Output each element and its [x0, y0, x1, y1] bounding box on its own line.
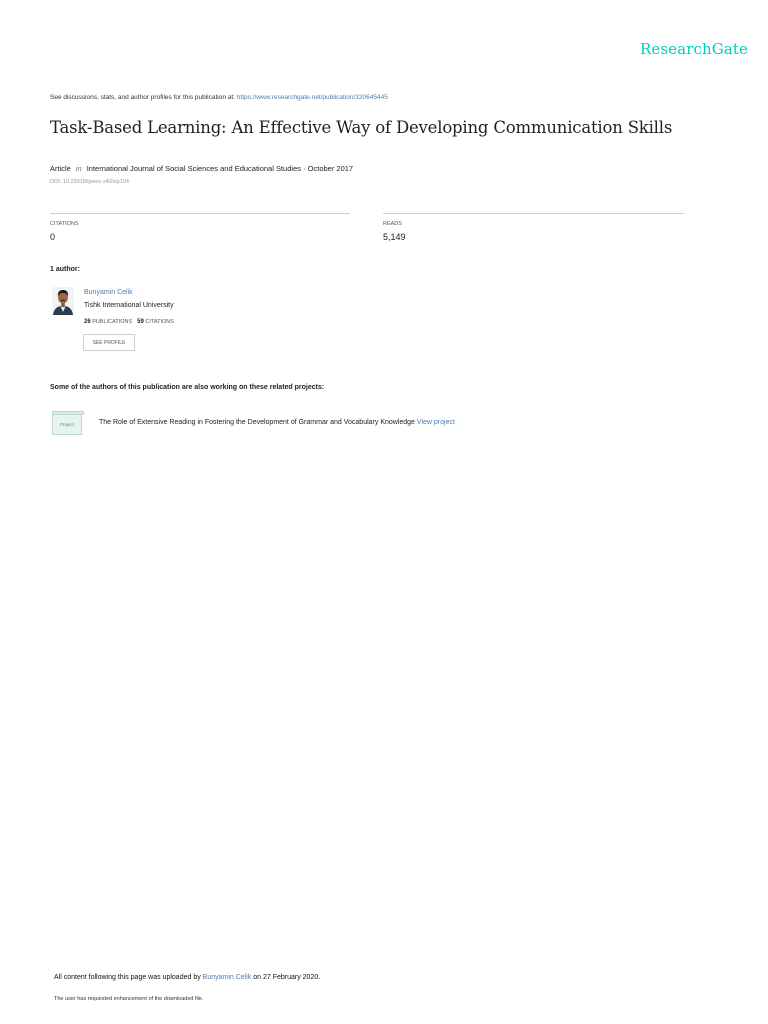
author-photo-icon: [52, 287, 74, 315]
project-folder-icon[interactable]: [52, 411, 82, 435]
upload-suffix: on 27 February 2020.: [251, 974, 321, 981]
publication-url-link[interactable]: https://www.researchgate.net/publication/320645445: [236, 94, 388, 101]
doi: DOI: 10.23918/ijsses.v4i2sip104: [50, 179, 129, 185]
author-citations-count: 59: [137, 319, 144, 325]
view-project-link[interactable]: View project: [416, 419, 455, 426]
related-projects-heading: Some of the authors of this publication are also working on these related projects:: [50, 384, 325, 391]
reads-value: 5,149: [383, 232, 406, 242]
author-citations-label: CITATIONS: [145, 319, 174, 325]
discussion-prefix: See discussions, stats, and author profiles for this publication at:: [50, 94, 237, 101]
author-publications-count: 26: [84, 319, 91, 325]
upload-prefix: All content following this page was uploaded by: [54, 974, 203, 981]
project-icon-label: Project: [52, 414, 82, 435]
upload-note: [54, 974, 320, 981]
citations-label: CITATIONS: [50, 221, 79, 227]
avatar[interactable]: [52, 287, 74, 315]
reads-label: READS: [383, 221, 402, 227]
author-stats: [84, 319, 174, 325]
in-word: in: [75, 164, 82, 173]
article-meta: [50, 164, 353, 173]
citations-value: 0: [50, 232, 56, 242]
author-publications-label: PUBLICATIONS: [92, 319, 133, 325]
see-profile-button[interactable]: SEE PROFILE: [83, 334, 135, 351]
related-project-item: [99, 419, 455, 426]
author-name-link[interactable]: Bunyamin Celik: [84, 289, 133, 296]
citations-divider: [50, 213, 350, 214]
author-institution: Tishk International University: [84, 302, 174, 309]
discussion-line: [50, 94, 388, 101]
enhancement-note: The user has requested enhancement of the downloaded file.: [54, 996, 204, 1002]
authors-heading: 1 author:: [50, 266, 80, 273]
reads-divider: [383, 213, 684, 214]
article-type: Article: [50, 164, 71, 173]
researchgate-logo[interactable]: ResearchGate: [640, 40, 748, 58]
journal-date: International Journal of Social Sciences and Educational Studies · October 2017: [86, 164, 354, 173]
uploader-link[interactable]: Bunyamin Celik: [202, 974, 252, 981]
project-title: The Role of Extensive Reading in Fostering the Development of Grammar and Vocabulary Knowledge: [99, 419, 417, 426]
page-title: Task-Based Learning: An Effective Way of Developing Communication Skills: [50, 118, 673, 137]
